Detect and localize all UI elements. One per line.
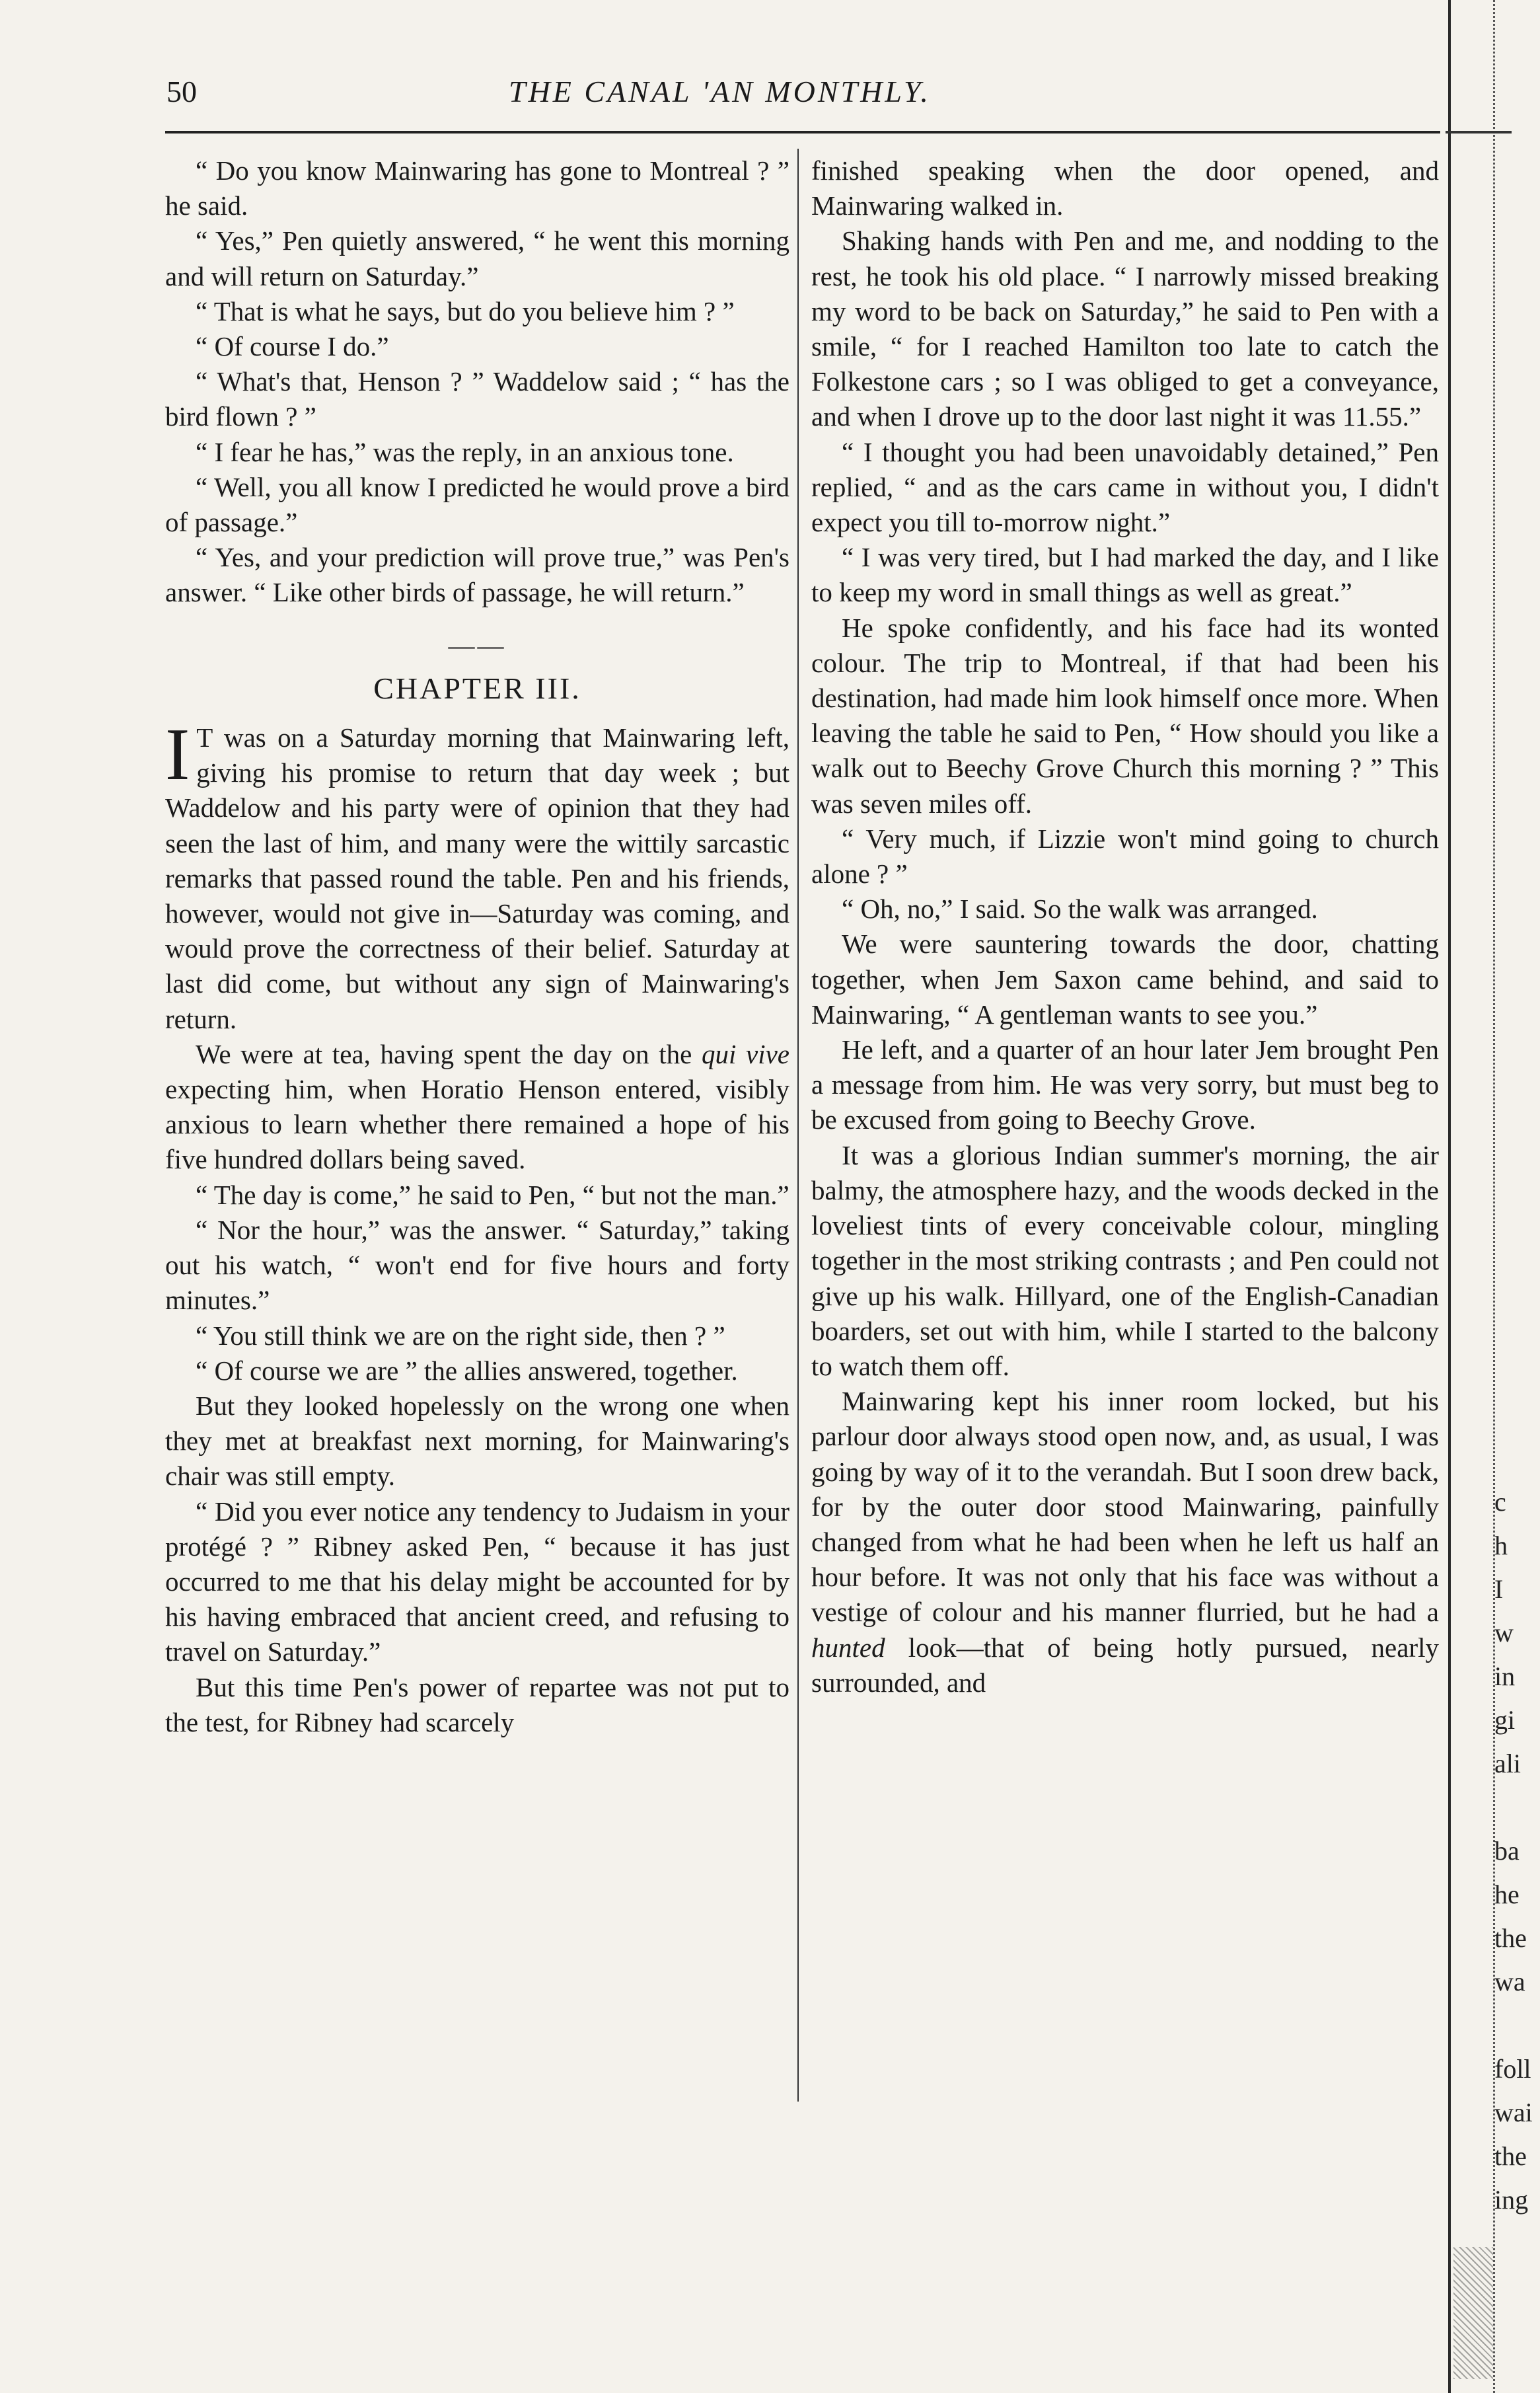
- drop-cap: I: [165, 714, 190, 796]
- paragraph: We were sauntering towards the door, chatting together, when Jem Saxon came behind, and said to Mainwaring, “ A gentleman wants to see you.”: [811, 929, 1439, 1030]
- margin-fragment: wai: [1494, 2098, 1533, 2127]
- margin-fragment: he: [1494, 1880, 1520, 1909]
- margin-fragment: [1494, 2004, 1540, 2047]
- paragraph: “ I was very tired, but I had marked the day, and I like to keep my word in small things as well as great.”: [811, 542, 1439, 608]
- paragraph: He left, and a quarter of an hour later Jem brought Pen a message from him. He was very sorry, but must beg to be excused from going to Beechy Grove.: [811, 1034, 1439, 1135]
- paragraph: But they looked hopelessly on the wrong one when they met at breakfast next morning, for Mainwaring's chair was still empty.: [165, 1390, 789, 1492]
- margin-fragment: wa: [1494, 1967, 1525, 1996]
- margin-frame-lines: [1448, 0, 1495, 2393]
- paragraph: “ Yes, and your prediction will prove true,” was Pen's answer. “ Like other birds of passage, he will return.”: [165, 542, 789, 608]
- scan-noise: [1453, 2247, 1493, 2379]
- paragraph: “ I fear he has,” was the reply, in an anxious tone.: [196, 436, 734, 467]
- paragraph: He spoke confidently, and his face had its wonted colour. The trip to Montreal, if that had been his destination, had made him look himself once more. When leaving the table he said to Pen, “ How should you like a walk out to Beechy Grove Church this morning ? ” This was seven miles off.: [811, 612, 1439, 819]
- paragraph-text: T was on a Saturday morning that Mainwaring left, giving his promise to return that day week ; but Waddelow and his party were of opinion that they had seen the last of him, and many were the wittily sarcastic remarks that passed round the table. Pen and his friends, however, would not give in—Saturday was coming, and would prove the correctness of their belief. Saturday at last did come, but without any sign of Mainwaring's return.: [165, 722, 789, 1034]
- paragraph: “ What's that, Henson ? ” Waddelow said ; “ has the bird flown ? ”: [165, 366, 789, 432]
- paragraph: “ Yes,” Pen quietly answered, “ he went this morning and will return on Saturday.”: [165, 225, 789, 291]
- margin-fragment: foll: [1494, 2054, 1531, 2084]
- right-column: [811, 153, 1439, 1700]
- paragraph: “ Of course we are ” the allies answered, together.: [196, 1355, 738, 1386]
- paragraph: “ Did you ever notice any tendency to Judaism in your protégé ? ” Ribney asked Pen, “ because it has just occurred to me that his delay might be accounted for by his having embraced that ancient creed, and refusing to travel on Saturday.”: [165, 1496, 789, 1667]
- adjacent-page-bleed: [1440, 0, 1540, 2393]
- column-divider: [797, 149, 799, 2102]
- left-column: [165, 153, 789, 1740]
- italic-phrase: qui vive: [701, 1038, 789, 1069]
- margin-fragment: w: [1494, 1618, 1514, 1648]
- paragraph-text: We were at tea, having spent the day on the: [196, 1038, 692, 1069]
- margin-fragment: [1494, 1786, 1540, 1829]
- margin-fragment: c: [1494, 1487, 1506, 1517]
- paragraph: [165, 1037, 789, 1178]
- paragraph: “ Very much, if Lizzie won't mind going to church alone ? ”: [811, 823, 1439, 890]
- paragraph: [811, 1384, 1439, 1700]
- italic-word: hunted: [811, 1632, 885, 1663]
- paragraph: Shaking hands with Pen and me, and nodding to the rest, he took his old place. “ I narrowly missed breaking my word to be back on Saturday,” he said to Pen with a smile, “ for I reached Hamilton too late to catch the Folkestone cars ; so I was obliged to get a conveyance, and when I drove up to the door last night it was 11.55.”: [811, 225, 1439, 432]
- chapter-title: CHAPTER III.: [373, 671, 581, 705]
- margin-fragment: in: [1494, 1661, 1516, 1691]
- chapter-opening-paragraph: [165, 714, 789, 1037]
- paragraph: “ I thought you had been unavoidably detained,” Pen replied, “ and as the cars came in without you, I didn't expect you till to-morrow night.”: [811, 436, 1439, 538]
- margin-fragment: ali: [1494, 1749, 1521, 1778]
- paragraph: finished speaking when the door opened, and Mainwaring walked in.: [811, 155, 1439, 221]
- paragraph: “ The day is come,” he said to Pen, “ but not the man.”: [196, 1179, 789, 1210]
- margin-fragment: ing: [1494, 2185, 1529, 2215]
- paragraph: “ You still think we are on the right side, then ? ”: [196, 1320, 725, 1351]
- paragraph: “ That is what he says, but do you believe him ? ”: [196, 295, 735, 326]
- margin-fragment: the: [1494, 2141, 1527, 2171]
- margin-text-fragments: [1494, 1480, 1540, 2222]
- margin-fragment: the: [1494, 1923, 1527, 1953]
- paragraph: “ Do you know Mainwaring has gone to Montreal ? ” he said.: [165, 155, 789, 221]
- paragraph: It was a glorious Indian summer's morning, the air balmy, the atmosphere hazy, and the woods decked in the loveliest tints of every conceivable colour, mingling together in the most striking contrasts ; and Pen could not give up his walk. Hillyard, one of the English-Canadian boarders, set out with him, while I started to the balcony to watch them off.: [811, 1139, 1439, 1381]
- margin-fragment: gi: [1494, 1705, 1516, 1735]
- paragraph-text: look—that of being hotly pursued, nearly surrounded, and: [811, 1632, 1439, 1698]
- paragraph: “ Nor the hour,” was the answer. “ Saturday,” taking out his watch, “ won't end for five hours and forty minutes.”: [165, 1214, 789, 1316]
- section-separator: ——: [448, 630, 507, 660]
- margin-fragment: h: [1494, 1531, 1508, 1560]
- paragraph-text: Mainwaring kept his inner room locked, but his parlour door always stood open now, and, as usual, I was going by way of it to the verandah. But I soon drew back, for by the outer door stood Mainwaring, painfully changed from what he had been when he left us half an hour before. It was not only that his face was without a vestige of colour and his manner flurried, but he had a: [811, 1386, 1439, 1628]
- paragraph: “ Of course I do.”: [196, 331, 389, 362]
- margin-fragment: ba: [1494, 1836, 1520, 1866]
- paragraph: But this time Pen's power of repartee was not put to the test, for Ribney had scarcely: [165, 1671, 789, 1737]
- paragraph: “ Well, you all know I predicted he would prove a bird of passage.”: [165, 471, 789, 538]
- paragraph: “ Oh, no,” I said. So the walk was arranged.: [842, 893, 1318, 925]
- header-rule: [165, 131, 1440, 133]
- running-head: THE CANAL 'AN MONTHLY.: [509, 75, 931, 108]
- page-number: 50: [166, 75, 197, 108]
- margin-fragment: I: [1494, 1574, 1504, 1604]
- paragraph-text: expecting him, when Horatio Henson entered, visibly anxious to learn whether there remained a hope of his five hundred dollars being saved.: [165, 1074, 789, 1175]
